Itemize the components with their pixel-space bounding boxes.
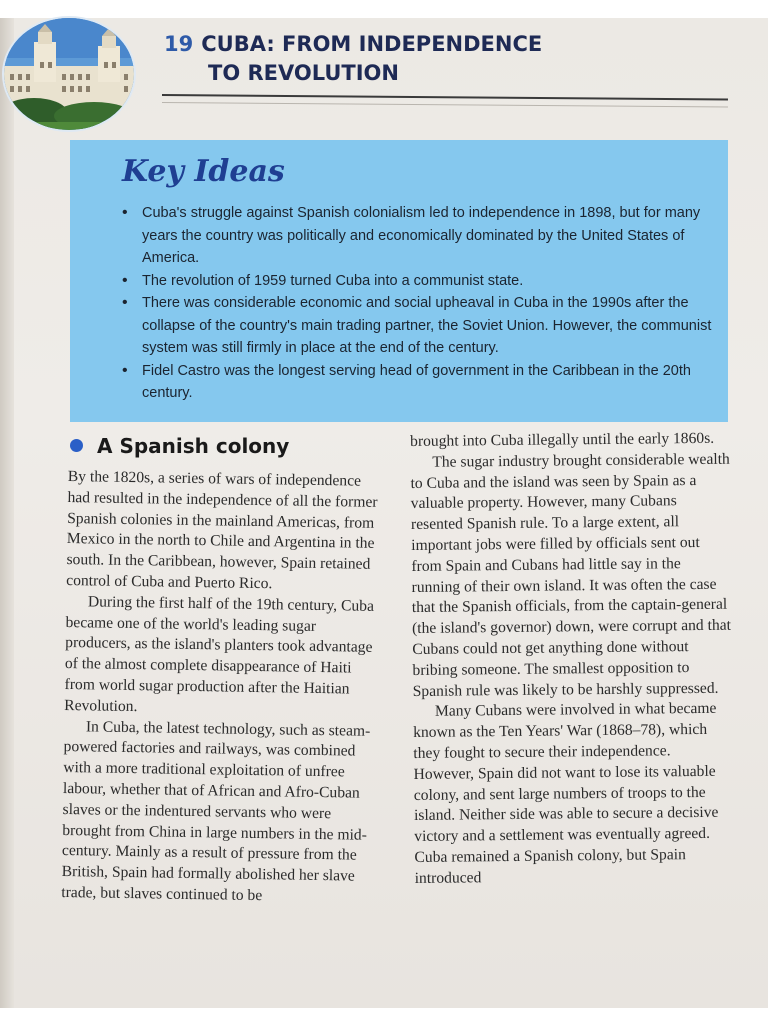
- paragraph: In Cuba, the latest technology, such as steam-powered factories and railways, was combined with a more traditional exploitation of unfree labour, whether that of African and Afro-Cuban slaves or the indentured servants who were brought from China in large numbers in the mid-century. Mainly as a result of pressure from the British, Spain had formally abolished her slave trade, but slaves continued to be: [61, 717, 371, 905]
- paragraph: By the 1820s, a series of wars of independence had resulted in the independence of all the former Spanish colonies in the mainland Americas, from Mexico in the north to Chile and Argentina in the south. In the Caribbean, however, Spain retained control of Cuba and Puerto Rico.: [66, 467, 378, 593]
- heading-bullet-icon: [70, 439, 83, 452]
- chapter-title-line-1: CUBA: FROM INDEPENDENCE: [201, 32, 543, 56]
- paragraph: During the first half of the 19th century, Cuba became one of the world's leading sugar producers, as the island's planters took advantage of the almost complete disappearance of Haiti from world sugar production after the Haitian Revolution.: [64, 593, 375, 715]
- key-idea-item: • Fidel Castro was the longest serving head of government in the Caribbean in the 20th century.: [120, 360, 712, 405]
- key-idea-item: • The revolution of 1959 turned Cuba into a communist state.: [120, 270, 712, 293]
- section-heading: [70, 434, 289, 458]
- chapter-title-line-2: TO REVOLUTION: [208, 61, 399, 85]
- key-ideas-box: [70, 140, 728, 422]
- paragraph: The sugar industry brought considerable wealth to Cuba and the island was seen by Spain as a valuable property. However, many Cubans resented Spanish rule. To a large extent, all important jobs were filled by officials sent out from Spain and Cubans had little say in the running of their own island. It was often the case that the Spanish officials, from the captain-general (the island's governor) down, were corrupt and that Cubans could not get anything done without bribing someone. The smallest opposition to Spanish rule was likely to be harshly suppressed.: [410, 450, 732, 700]
- page-binding-shadow: [0, 18, 14, 1008]
- chapter-opener-photo: [2, 16, 136, 132]
- body-column-left: [61, 467, 384, 909]
- section-heading-text: A Spanish colony: [97, 434, 290, 458]
- key-ideas-title: Key Ideas: [122, 154, 285, 189]
- chapter-title: [164, 30, 624, 88]
- body-column-right: [410, 429, 735, 890]
- key-ideas-list: [120, 202, 712, 405]
- hotel-building-illustration: [4, 18, 136, 132]
- chapter-number: 19: [164, 32, 194, 56]
- paragraph: brought into Cuba illegally until the early 1860s.: [410, 429, 715, 450]
- paragraph: Many Cubans were involved in what became known as the Ten Years' War (1868–78), which they fought to secure their independence. However, Spain did not want to lose its valuable colony, and sent large numbers of troops to the island. Neither side was able to secure a decisive victory and a settlement was eventually agreed. Cuba remained a Spanish colony, but Spain introduced: [413, 700, 719, 887]
- key-idea-item: • There was considerable economic and social upheaval in Cuba in the 1990s after the collapse of the country's main trading partner, the Soviet Union. However, the communist system was still firmly in place at the end of the century.: [120, 292, 712, 360]
- key-idea-item: • Cuba's struggle against Spanish colonialism led to independence in 1898, but for many years the country was politically and economically dominated by the United States of America.: [120, 202, 712, 270]
